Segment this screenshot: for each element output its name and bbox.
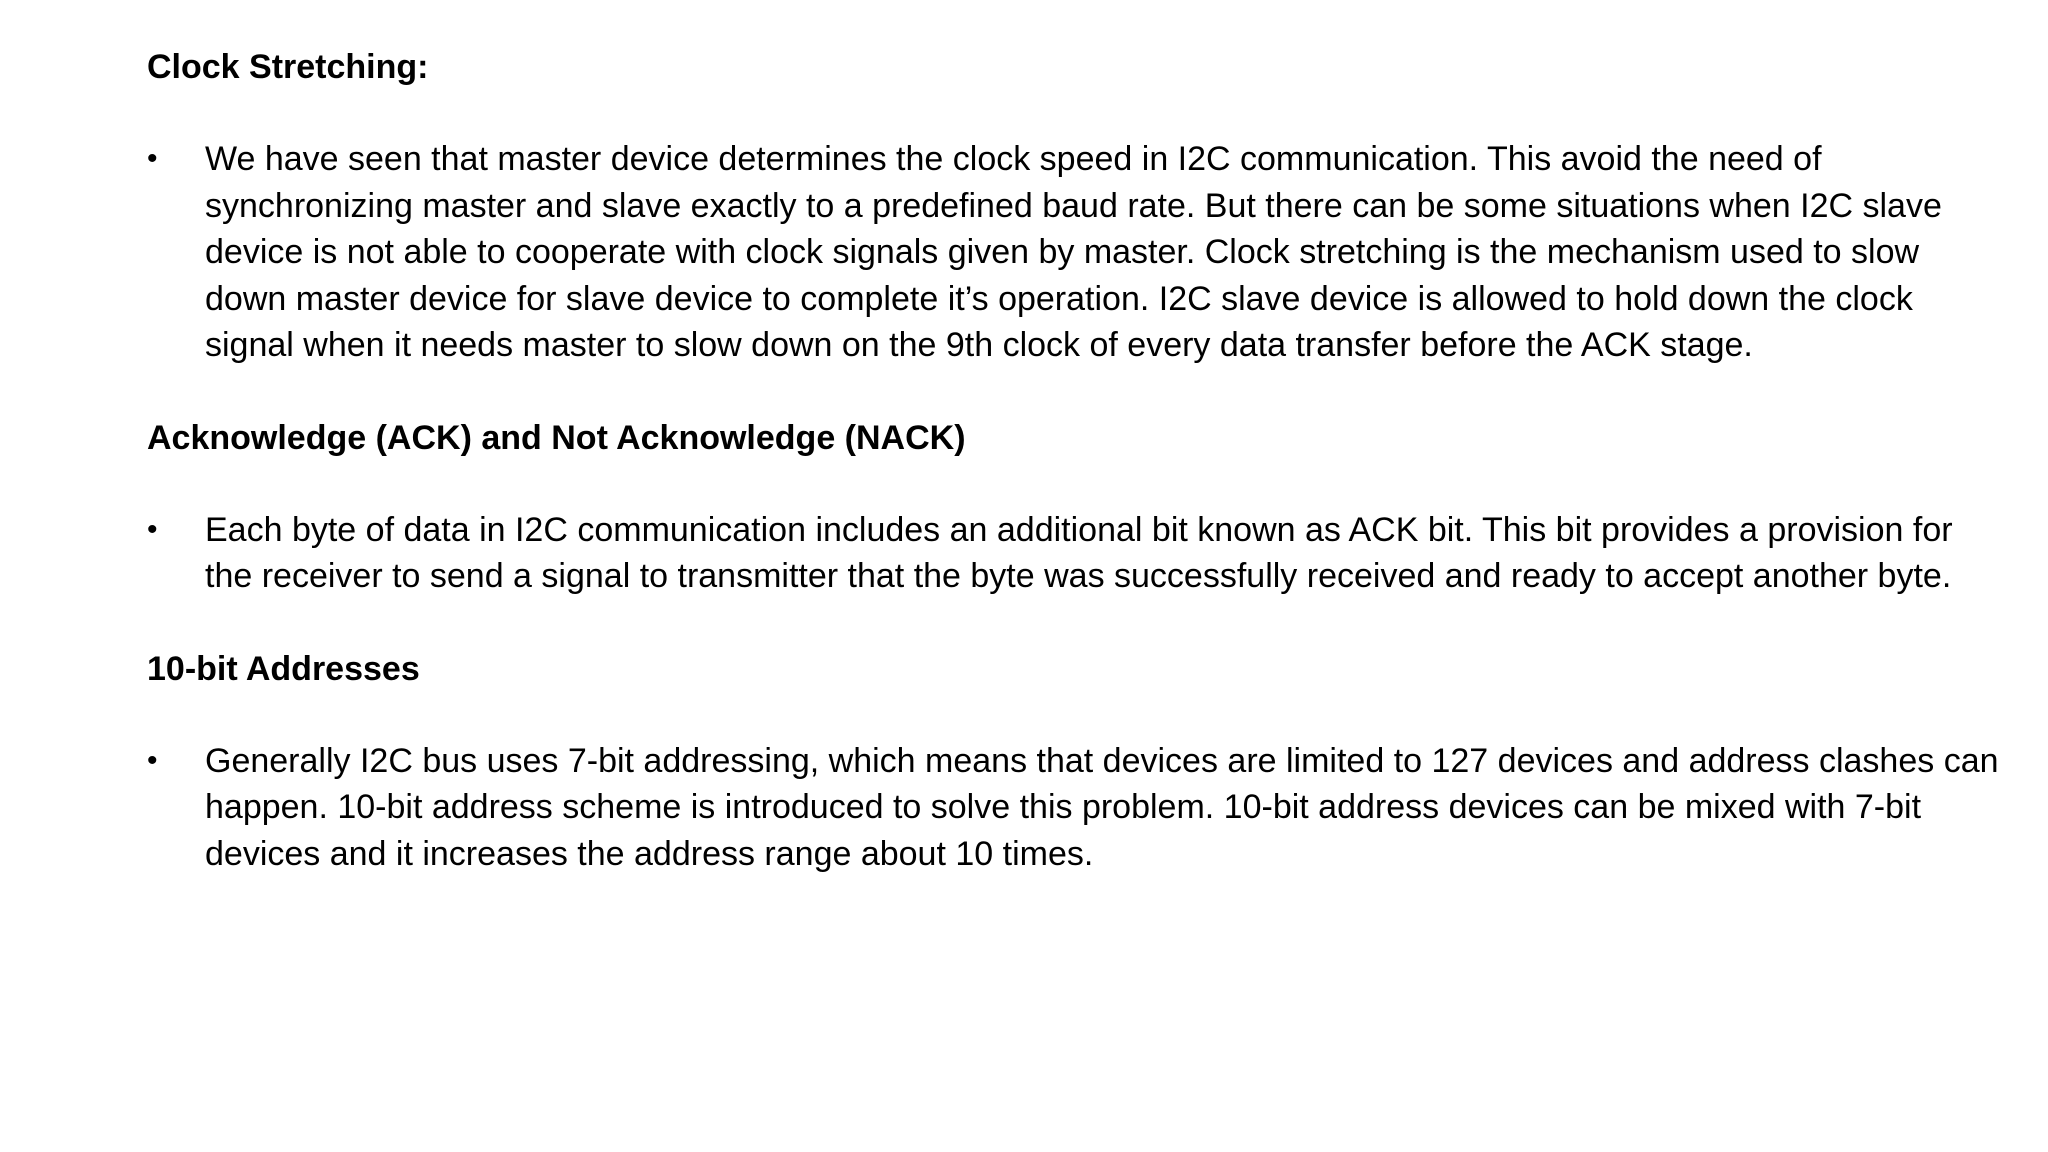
spacer: [147, 369, 2007, 415]
bullet-item-ack-nack: [147, 507, 2007, 600]
bullet-item-10-bit-addresses: [147, 738, 2007, 878]
bullet-text: We have seen that master device determines the clock speed in I2C communication. This avoid the need of synchronizing master and slave exactly to a predefined baud rate. But there can be some situations when I2C slave device is not able to cooperate with clock signals given by master. Clock stretching is the mechanism used to slow down master device for slave device to complete it’s operation. I2C slave device is allowed to hold down the clock signal when it needs master to slow down on the 9th clock of every data transfer before the ACK stage.: [205, 140, 1942, 364]
spacer: [147, 600, 2007, 646]
bullet-item-clock-stretching: [147, 136, 2007, 369]
spacer: [147, 90, 2007, 136]
bullet-text: Generally I2C bus uses 7-bit addressing, which means that devices are limited to 127 devices and address clashes can happen. 10-bit address scheme is introduced to solve this problem. 10-bit address devices can be mixed with 7-bit devices and it increases the address range about 10 times.: [205, 741, 1999, 873]
bullet-icon: •: [147, 142, 158, 175]
bullet-icon: •: [147, 743, 158, 777]
spacer: [147, 461, 2007, 507]
heading-10-bit-addresses: 10-bit Addresses: [147, 649, 420, 688]
heading-clock-stretching: Clock Stretching:: [147, 48, 429, 86]
heading-ack-nack: Acknowledge (ACK) and Not Acknowledge (NACK): [147, 418, 966, 457]
bullet-text: Each byte of data in I2C communication includes an additional bit known as ACK bit. This bit provides a provision for the receiver to send a signal to transmitter that the byte was successfully received and ready to accept another byte.: [205, 510, 1953, 595]
spacer: [147, 692, 2007, 738]
bullet-icon: •: [147, 512, 158, 546]
slide-content: [147, 44, 2007, 877]
